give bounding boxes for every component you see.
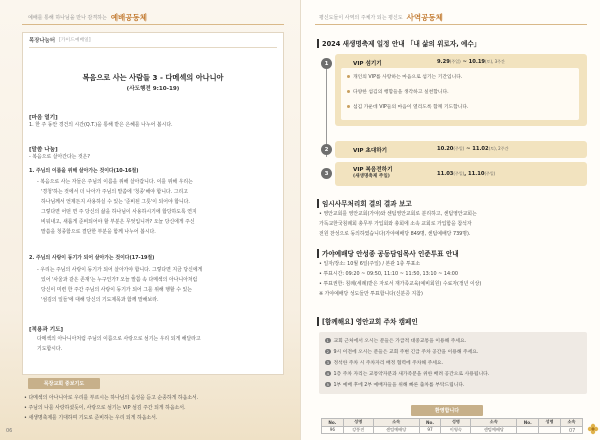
column-header: 성명 [343,419,373,427]
step-title: VIP 초대하기 [353,148,388,154]
heading-bar [317,39,319,48]
campaign-item: 4 1층 주차 자리는 교통약자분과 새가족분을 위한 배려 공간으로 사용됩니다. [326,371,490,377]
point-2-line: 당신이 미련 한 주간 주님의 사랑이 동기가 되어 그를 위해 행할 수 있는 [41,287,192,293]
table-cell [539,426,561,434]
point-1-heading: 1. 주님의 이름을 위해 살아가는 것이다(10-16절) [29,168,139,174]
vote-section-heading [317,248,459,258]
campaign-heading-text: [함께해요] 영안교회 주차 캠페인 [322,318,418,326]
report-line: 가독교한국침례회 총무부 가입회와 총회에 소속 교회로 가입함을 참석자 [319,221,472,227]
table-header-row [322,419,583,427]
heading-bar [317,249,319,258]
header-subtitle: 예배를 통해 하나님을 만나 감격하는 [28,14,107,21]
vote-line: ※ 가야예배당 성도들만 투표합니다(신분증 지참) [319,291,423,297]
item-number: 4 [326,371,329,376]
campaign-item: 1 교회 근처에서 오시는 분들은 가급적 대중교통을 이용해 주세요. [326,338,467,344]
right-page-header [319,10,443,24]
vote-line: • 투표시간: 09:20 ~ 09:50, 11:10 ~ 11:50, 13:10 ~ 14:00 [319,271,458,277]
welcome-tag: 환영합니다 [411,405,483,416]
heading-bar [317,317,319,326]
column-header: 소속 [561,419,583,427]
bullet-dot [347,105,350,108]
point-1-line: 그렇다면 어떤 면 주 당신의 삶을 하나님이 사용하시기에 합당하도록 연지 [41,209,197,215]
table-cell: 센텀예배당 [471,426,517,434]
report-section-heading [317,198,412,208]
section-open-label: [마음 열기] [29,115,58,121]
prayer-item: • 다메섹의 아나니아로 우리를 부르시는 하나님의 음성을 듣고 순종하게 하옵소서. [24,395,199,401]
flower-icon [587,423,599,435]
item-number: 5 [326,382,329,387]
column-header: No. [517,419,539,427]
table-cell: 이영숙 [441,426,471,434]
event-heading-text: 2024 새생명축제 일정 안내 「내 삶의 위로자, 예수」 [322,40,481,48]
card-tab [23,33,91,46]
card-tab-title: 목장나눔터 [29,37,56,44]
campaign-item: 5 1부 예배 후에 2부 예배자들을 위해 빠른 출차를 부탁드립니다. [326,382,465,388]
section-share-label: [말씀 나눔] [29,147,58,153]
table-cell [517,426,539,434]
report-heading-text: 임시사무처리회 결의 결과 보고 [322,200,412,208]
point-1-line: '경청'하는 것에서 더 나아가 주님의 말씀에 '청종'해야 합니다. 그리고 [41,189,188,195]
item-number: 2 [326,349,329,354]
bullet-dot [347,75,350,78]
table-cell: 강풍진 [343,426,373,434]
welcome-table [321,418,583,434]
column-header: No. [419,419,441,427]
column-header: 성명 [539,419,561,427]
page-number: 06 [6,428,13,434]
step-date: 9.29(주일) ~ 10.19(토), 3주간 [437,59,505,65]
vip-bullet: 개인의 VIP를 사랑하는 마음으로 섬기는 기간입니다. [347,73,462,80]
vote-heading-text: 가야예배당 안성종 공동담임목사 인준투표 안내 [322,250,459,258]
header-divider [22,24,284,25]
report-line: • 영안교회를 영안교회(가야)와 센텀영안교회로 분리하고, 센텀영안교회는 [319,211,477,217]
table-cell: 97 [419,426,441,434]
vote-line: • 일자/장소: 10월 6일(주일) / 본관 1층 투표소 [319,261,421,267]
prayer-item: • 주님의 나를 사랑하셨듯이, 사랑으로 섬기는 VIP 섬김 주간 되게 하옵소서. [24,405,186,411]
point-1-line: 말씀을 청종함으로 결단한 부분을 함께 나누어 봅시다. [41,229,156,235]
heading-bar [317,199,319,208]
step-title: VIP 섬기기 [353,61,382,67]
step-title: VIP 복음전하기 [353,167,393,173]
point-1-line: - 복음으로 사는 자들은 주님의 이름을 위해 살아갑니다. 이를 위해 우리는 [37,179,193,185]
right-page [300,0,600,440]
apply-line: 기도합시다. [37,346,63,352]
campaign-section-heading [317,316,418,326]
step-number-badge: 3 [321,168,332,179]
prayer-tag: 목장교회 중보기도 [28,378,100,389]
table-cell: 센텀예배당 [373,426,419,434]
section-share-intro: - 복음으로 살아간다는 것은? [29,154,90,160]
step-subtitle: (새생명축제 주일) [353,174,390,179]
step-date: 10.20(주일) ~ 11.02(토), 2주간 [437,146,509,152]
header-divider [315,24,587,25]
report-line: 전원 찬성으로 동의하였습니다(가야예배당 849명, 센텀예배당 739명). [319,231,471,237]
event-section-heading [317,38,480,48]
column-header: 소속 [373,419,419,427]
step-number-badge: 2 [321,144,332,155]
bullet-dot [347,90,350,93]
page-number: 07 [569,428,576,434]
card-divider [29,47,277,48]
header-subtitle: 평신도들이 사역의 주체가 되는 평신도 [319,14,403,21]
header-title: 예배공동체 [110,12,148,22]
header-title: 사역공동체 [406,12,443,22]
point-2-line: - 우리는 주님의 사랑이 동기가 되어 살아가야 합니다. 그렇다면 지금 당신에게 [37,267,203,273]
table-cell: 96 [322,426,344,434]
sermon-reference: (사도행전 9:10-19) [126,86,180,92]
point-2-line: 있어 '사울과 같은 존재'는 누구인가? 오늘 말씀 속 다메섹의 아나니아처럼 [41,277,198,283]
step-date: 11.03(주일), 11.10(주일) [437,171,496,177]
sermon-card [22,32,284,375]
point-1-line: 하나님께서 언제든지 사용하실 수 있는 '준비된 그릇'이 되어야 합니다. [41,199,190,205]
apply-line: 다메섹의 아나니아처럼 주님의 이름으로 사랑으로 섬기는 우리 되게 해달라고 [37,336,201,342]
step-number-badge: 1 [321,58,332,69]
vip-bullet: 섬김 가운데 VIP들의 마음이 열리도록 함께 기도합니다. [347,103,469,110]
point-2-heading: 2. 주님의 사랑이 동기가 되어 살아가는 것이다(17-19절) [29,255,155,261]
campaign-item: 3 정석한 주차 시 주차자리 배정 협력에 주차해 주세요. [326,360,444,366]
prayer-item: • 새생명축제를 기대하며 기도로 준비하는 우리 되게 하옵소서. [24,415,158,421]
item-number: 3 [326,360,329,365]
column-header: No. [322,419,344,427]
point-1-line: 비워내고, 새롭게 준비되어야 할 부분은 무엇입니까? 오늘 당신에게 주신 [41,219,195,225]
vote-line: • 투표권한: 침례(세례)받은 자로서 재가족교육(예비회원) 수료자(정년 이상) [319,281,482,287]
section-open-text: 1. 한 주 동안 경건의 시간(Q.T.)을 통해 받은 은혜를 나누어 봅시다. [29,122,173,128]
campaign-item: 2 9시 이전에 오시는 분들은 교회 주변 긴급 주차 공간을 이용해 주세요. [326,349,479,355]
left-page-header [28,10,147,24]
column-header: 소속 [471,419,517,427]
column-header: 성명 [441,419,471,427]
item-number: 1 [326,338,329,343]
table-row [322,426,583,434]
point-2-line: '섬김의 일들'에 대해 당신의 기도제목과 함께 말해보라. [41,297,159,303]
card-tab-subtitle: [가이드예배일] [59,38,91,43]
section-apply-label: [적용과 기도] [29,327,64,333]
sermon-title: 복음으로 사는 사람들 3 - 다메섹의 아나니아 [82,73,224,82]
vip-bullet: 다양한 섬김의 행함들을 생각하고 실천합니다. [347,88,449,95]
